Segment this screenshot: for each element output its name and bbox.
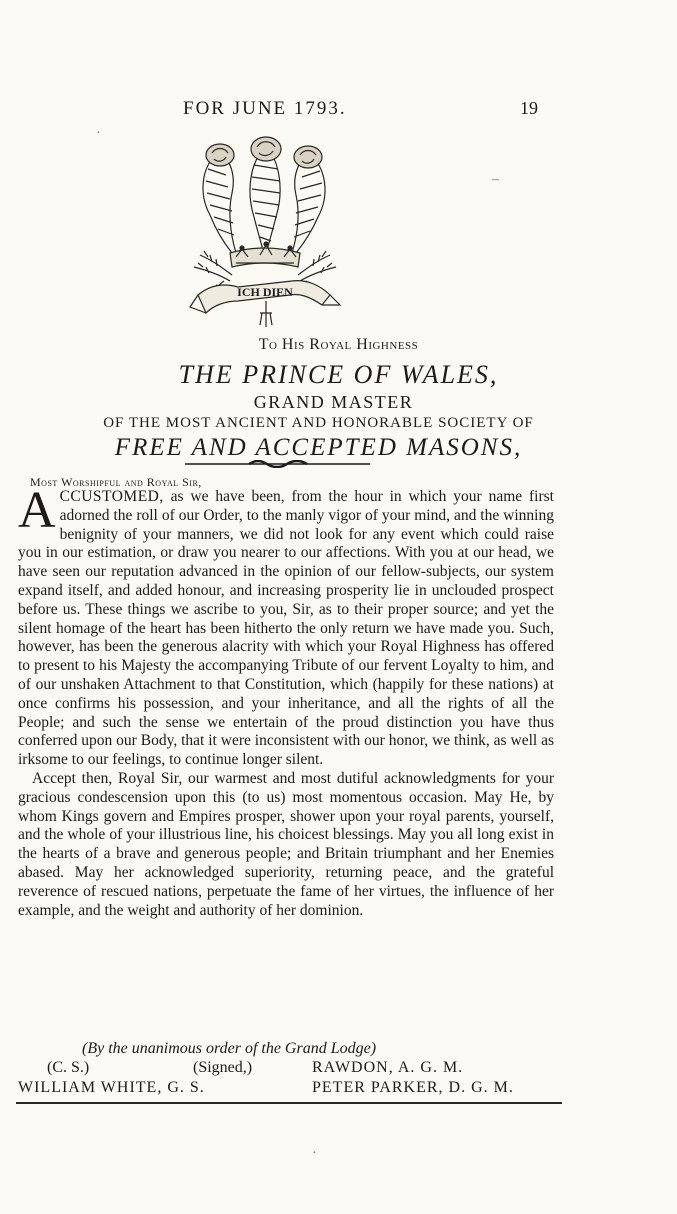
cs-mark: (C. S.) — [47, 1059, 90, 1076]
society-line: OF THE MOST ANCIENT AND HONORABLE SOCIETY OF — [103, 415, 534, 431]
signature-rawdon: RAWDON, A. G. M. — [312, 1059, 464, 1076]
order-note: (By the unanimous order of the Grand Lodge) — [82, 1040, 377, 1057]
dedication-line: To His Royal Highness — [258, 336, 419, 353]
letter-paragraph — [18, 770, 554, 920]
paragraph-text: Accept then, Royal Sir, our warmest and most dutiful acknowledgments for your gracious condescension upon this (to us) most momentous occasion. May He, by whom Kings govern and Empires prosper, shower upon your royal parents, yourself, and the whole of your illustrious line, his choicest blessings. May you all long exist in the hearts of a brave and generous people; and Britain triumphant and her Enemies abased. May her acknowledged superiority, returning peace, and the grateful reverence of rescued nations, perpetuate the fame of her virtues, the influence of her example, and the weight and authority of her dominion. — [18, 769, 554, 919]
page-number: 19 — [520, 98, 538, 118]
signature-white: WILLIAM WHITE, G. S. — [18, 1079, 205, 1096]
specks: – — [492, 172, 499, 187]
drop-cap: A — [18, 482, 56, 539]
salutation: Most Worshipful and Royal Sir, — [30, 475, 202, 489]
signature-parker: PETER PARKER, D. G. M. — [312, 1079, 514, 1096]
prince-title: THE PRINCE OF WALES, — [178, 360, 499, 389]
paragraph-text: as we have been, from the hour in which your name first adorned the roll of our Order, to the manly vigor of your mind, and the winning benignity of your manners, we did not look for any event which could raise you in our estimation, or draw you nearer to our affections. With you at our head, we have seen our reputation advanced in the opinion of our fellow-subjects, our system expand itself, and added honour, and increasing prosperity lie in unclouded prospect before us. These things we ascribe to you, Sir, as to their proper source; and yet the silent homage of the heart has been hitherto the only return we have made you. Such, however, has been the generous alacrity with which your Royal Highness has offered to present to his Majesty the accompanying Tribute of our fervent Loyalty to him, and of our unshaken Attachment to that Constitution, which (happily for these nations) at once confirms his possession, and your inheritance, and all the rights of all the People; and such the sense we entertain of the proud distinction you have thus conferred upon our Body, that it were inconsistent with our honor, we think, as well as irksome to our feelings, to continue longer silent. — [18, 488, 554, 769]
signed-mark: (Signed,) — [193, 1059, 253, 1076]
specks: · — [96, 126, 101, 141]
motto-text: ICH DIEN — [237, 285, 293, 299]
grand-master-title: GRAND MASTER — [253, 392, 414, 412]
running-head — [0, 98, 677, 126]
masons-title: FREE AND ACCEPTED MASONS, — [114, 434, 523, 461]
specks: · — [312, 1146, 317, 1161]
running-title: FOR JUNE 1793. — [183, 98, 347, 119]
ornament-rule — [185, 460, 370, 468]
bottom-rule — [16, 1102, 562, 1104]
prince-of-wales-feathers-icon — [180, 135, 350, 330]
opening-word: CCUSTOMED, — [59, 488, 164, 505]
